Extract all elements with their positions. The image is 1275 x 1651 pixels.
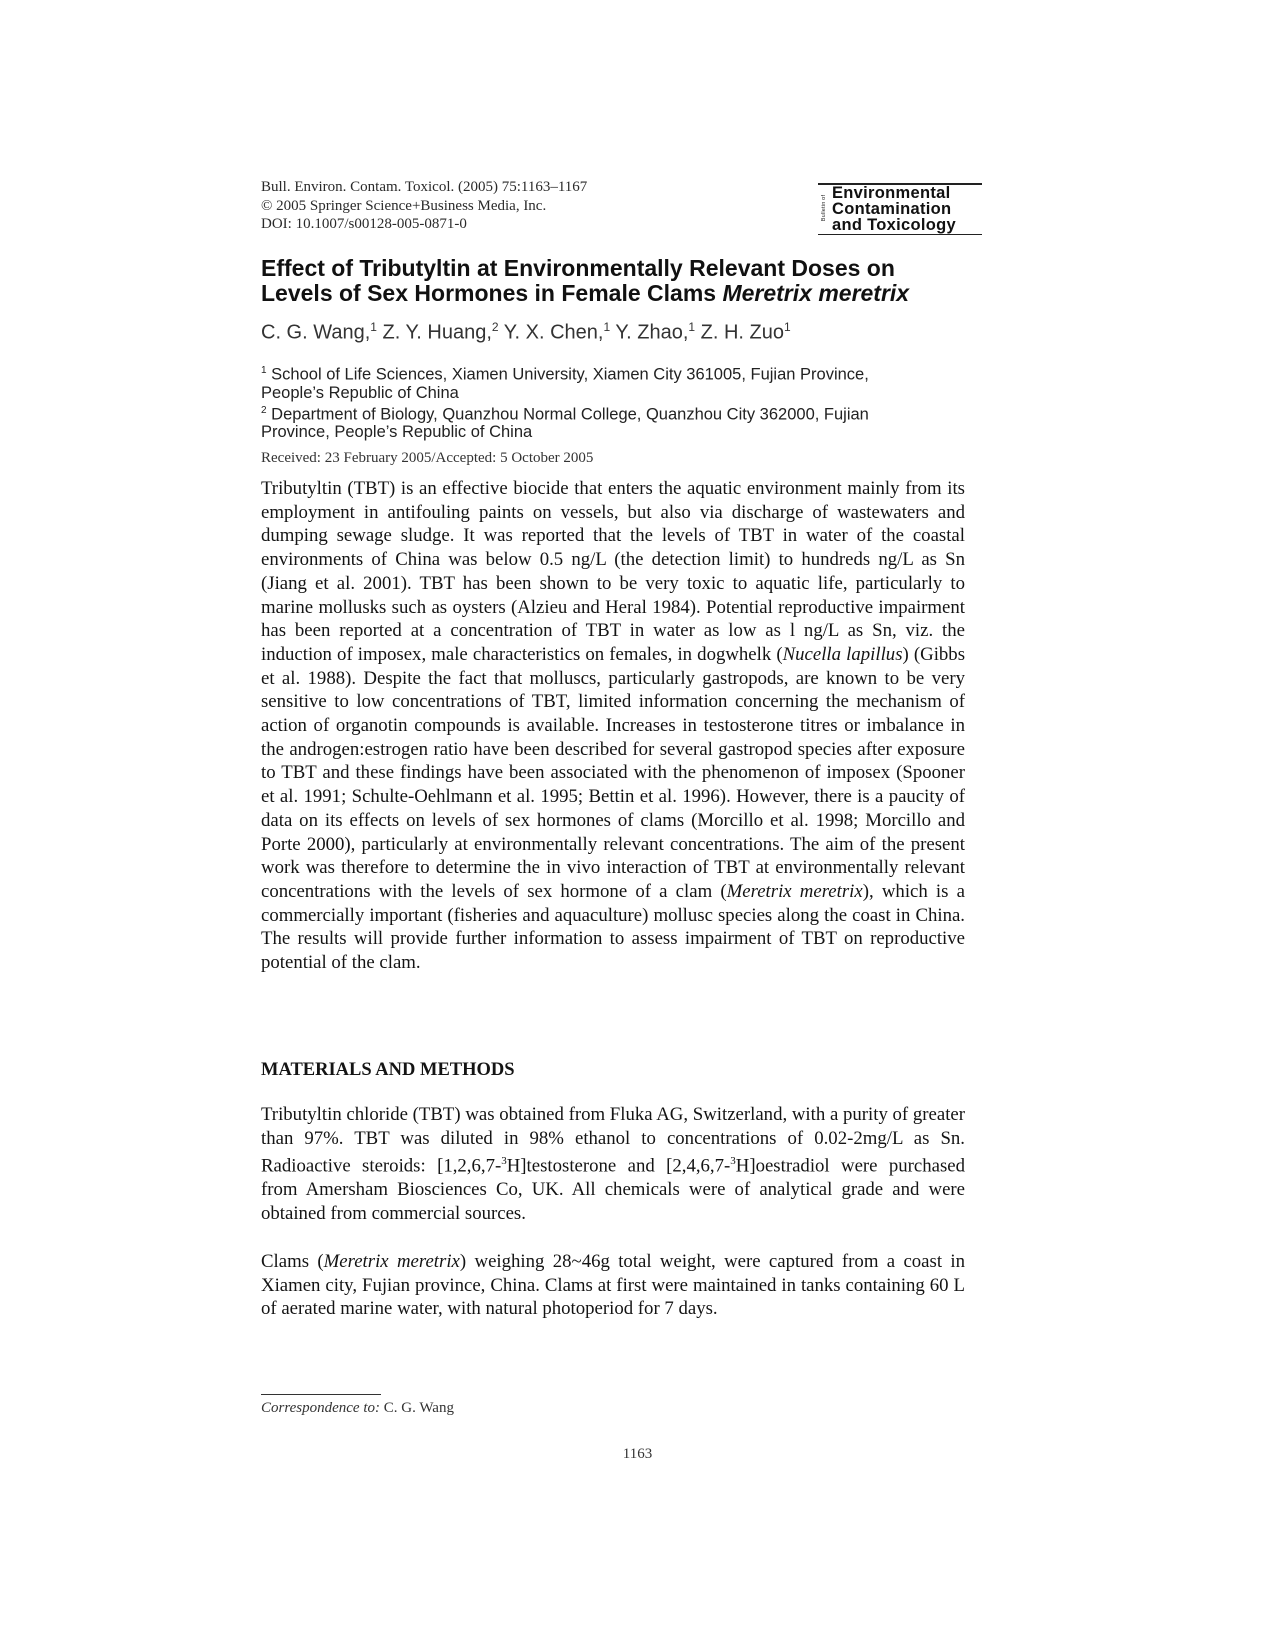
- correspondence-note: [261, 1400, 965, 1417]
- footnote-rule: [261, 1394, 381, 1395]
- intro-text: Tributyltin (TBT) is an effective biocide that enters the aquatic environment mainly from its employment in antifouling paints on vessels, but also via discharge of wastewaters and dumping sewage sludge. It was reported that the levels of TBT in water of the coastal environments of China was below 0.5 ng/L (the detection limit) to hundreds ng/L as Sn (Jiang et al. 2001). TBT has been shown to be very toxic to aquatic life, particularly to marine mollusks such as oysters (Alzieu and Heral 1984). Potential reproductive impairment has been reported at a concentration of TBT in water as low as l ng/L as Sn, viz. the induction of imposex, male characteristics on females, in dogwhelk (: [261, 478, 965, 665]
- logo-line-2: Contamination: [832, 200, 952, 218]
- author-name: C. G. Wang,: [261, 321, 371, 344]
- affiliation-number: 1: [261, 365, 267, 376]
- received-dates: Received: 23 February 2005/Accepted: 5 October 2005: [261, 450, 594, 466]
- affiliation-2: [261, 402, 965, 424]
- citation-line: Bull. Environ. Contam. Toxicol. (2005) 75:1163–1167: [261, 179, 588, 195]
- intro-paragraph: [261, 477, 965, 975]
- copyright-line: © 2005 Springer Science+Business Media, Inc.: [261, 197, 547, 214]
- logo-bottom-rule: [818, 234, 982, 235]
- affiliation-1: [261, 362, 965, 384]
- page-number: 1163: [622, 1446, 653, 1462]
- author-affil-mark: 1: [784, 320, 791, 334]
- author-name: Y. Zhao,: [615, 321, 689, 344]
- author-name: Z. H. Zuo: [700, 321, 785, 344]
- logo-side-text: Bulletin of: [821, 194, 827, 222]
- species-name: Nucella lapillus: [782, 643, 903, 665]
- methods-paragraph-1: [261, 1103, 965, 1226]
- doi-line: DOI: 10.1007/s00128-005-0871-0: [261, 216, 467, 232]
- author-list: [261, 320, 965, 345]
- author-affil-mark: 2: [491, 320, 499, 334]
- affiliation-number: 2: [261, 404, 267, 416]
- section-heading: MATERIALS AND METHODS: [261, 1060, 515, 1080]
- article-title: [261, 256, 965, 306]
- affiliation-1-cont: People’s Republic of China: [261, 383, 459, 402]
- affiliations: [261, 362, 965, 441]
- methods-text: H]testosterone and [2,4,6,7-: [506, 1155, 731, 1177]
- methods-text: Tributyltin chloride (TBT) was obtained from Fluka AG, Switzerland, with a purity of greater than 97%. TBT was diluted in 98% ethanol to concentrations of 0.02-2mg/L as Sn. Radioactive steroids: [1,2,6,7-: [261, 1104, 965, 1177]
- author-affil-mark: 1: [688, 320, 696, 334]
- intro-text: ), which is a commercially important (fisheries and aquaculture) mollusc species along the coast in China. The results will provide further information to assess impairment of TBT on reproductive potential of the clam.: [261, 880, 965, 974]
- isotope-superscript: 3: [501, 1155, 507, 1168]
- methods-text: ) weighing 28~46g total weight, were captured from a coast in Xiamen city, Fujian province, China. Clams at first were maintained in tanks containing 60 L of aerated marine water, with natural photoperiod for 7 days.: [261, 1251, 965, 1320]
- author-name: Y. X. Chen,: [503, 321, 604, 344]
- methods-text: Clams (: [261, 1251, 324, 1272]
- species-name: Meretrix meretrix: [323, 1251, 460, 1272]
- correspondence-name: C. G. Wang: [380, 1400, 454, 1416]
- title-line-2: [261, 281, 965, 306]
- title-species: Meretrix meretrix: [722, 280, 910, 306]
- methods-paragraph-2: [261, 1250, 965, 1321]
- isotope-superscript: 3: [730, 1155, 736, 1168]
- affiliation-text: Department of Biology, Quanzhou Normal College, Quanzhou City 362000, Fujian: [271, 405, 869, 423]
- affiliation-2-cont: Province, People’s Republic of China: [261, 423, 533, 441]
- title-line-2-text: Levels of Sex Hormones in Female Clams: [261, 280, 723, 306]
- species-name: Meretrix meretrix: [726, 880, 863, 902]
- logo-line-1: Environmental: [832, 184, 951, 202]
- methods-text: H]oestradiol were purchased from Amersham Biosciences Co, UK. All chemicals were of analytical grade and were obtained from commercial sources.: [261, 1155, 965, 1225]
- correspondence-label: Correspondence to:: [261, 1400, 381, 1416]
- affiliation-text: School of Life Sciences, Xiamen University, Xiamen City 361005, Fujian Province,: [271, 365, 869, 384]
- author-name: Z. Y. Huang,: [382, 321, 492, 344]
- logo-line-3: and Toxicology: [832, 216, 956, 234]
- title-line-1: Effect of Tributyltin at Environmentally Relevant Doses on: [261, 255, 895, 281]
- author-affil-mark: 1: [370, 320, 377, 334]
- author-affil-mark: 1: [603, 320, 611, 334]
- journal-logo: [818, 183, 982, 235]
- intro-text: ) (Gibbs et al. 1988). Despite the fact that molluscs, particularly gastropods, are known to be very sensitive to low concentrations of TBT, limited information concerning the mechanism of action of organotin compounds is available. Increases in testosterone titres or imbalance in the androgen:estrogen ratio have been described for several gastropod species after exposure to TBT and these findings have been associated with the phenomenon of imposex (Spooner et al. 1991; Schulte-Oehlmann et al. 1995; Bettin et al. 1996). However, there is a paucity of data on its effects on levels of sex hormones of clams (Morcillo et al. 1998; Morcillo and Porte 2000), particularly at environmentally relevant concentrations. The aim of the present work was therefore to determine the in vivo interaction of TBT at environmentally relevant concentrations with the levels of sex hormone of a clam (: [261, 643, 966, 902]
